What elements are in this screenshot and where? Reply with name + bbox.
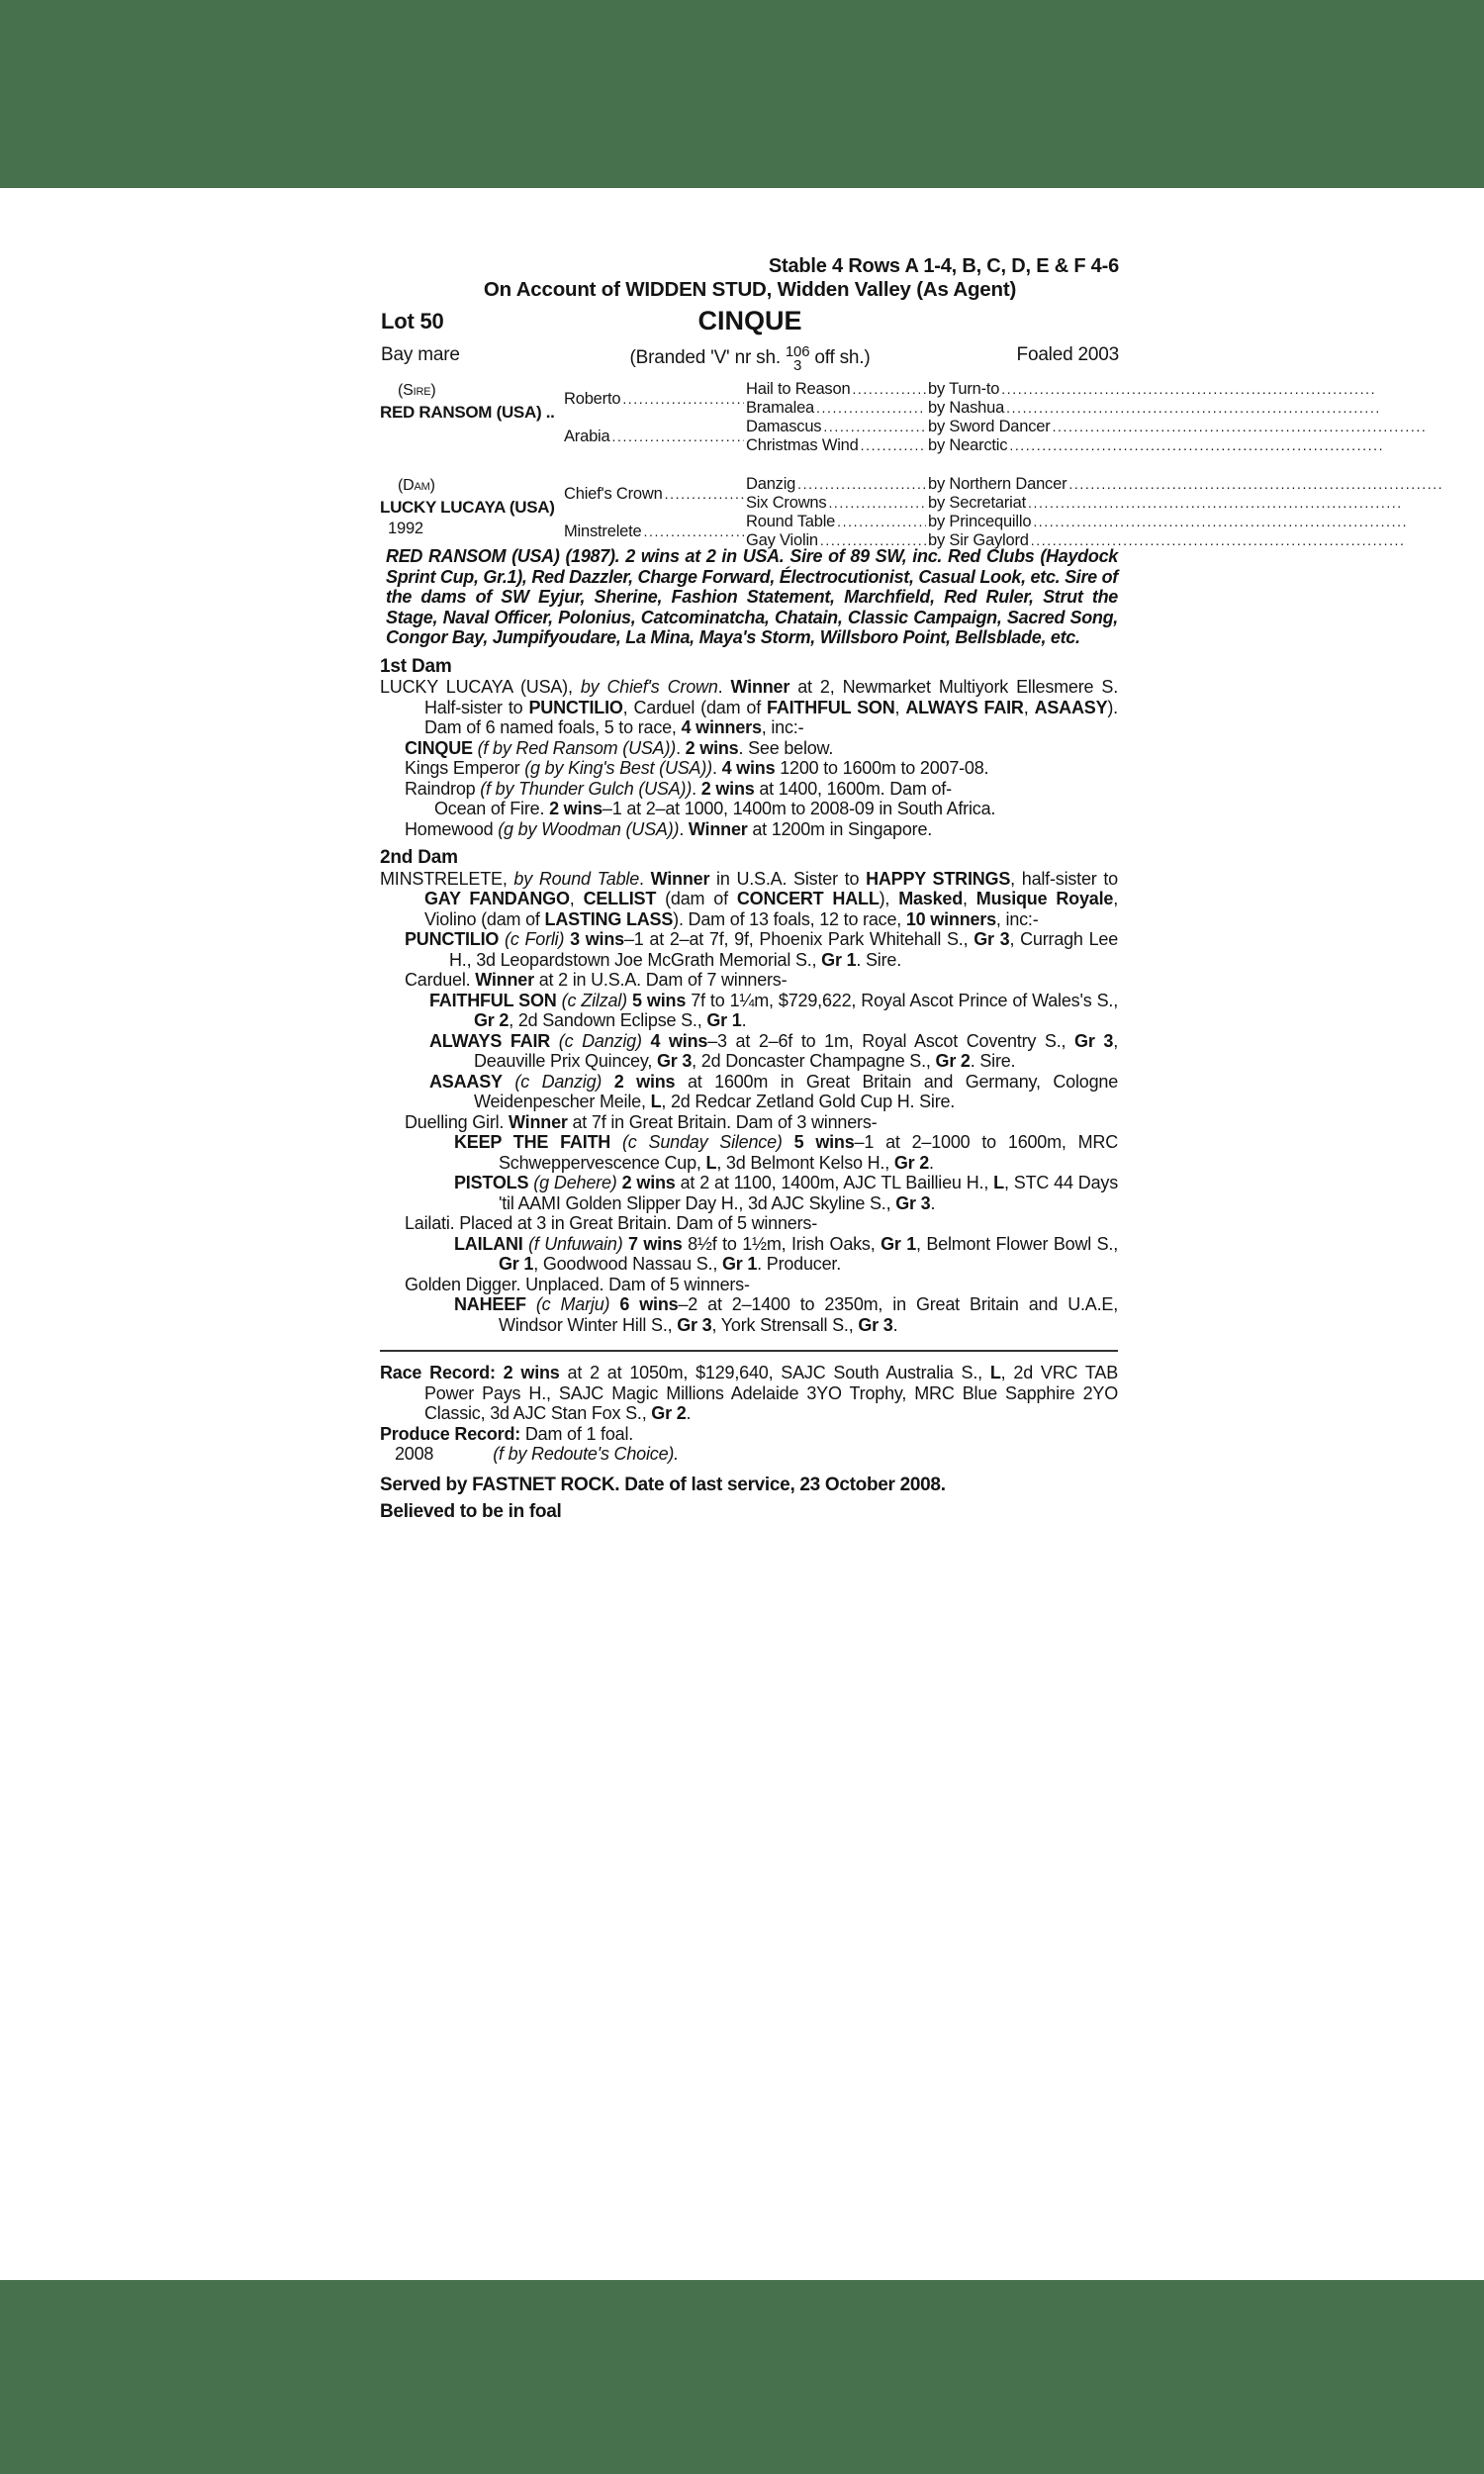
grandparent-name: Six Crowns ..... xyxy=(746,494,928,513)
dot-leader xyxy=(1053,418,1428,436)
brand-text-post: off sh.) xyxy=(814,347,871,369)
grandparent-row xyxy=(746,436,1429,455)
grandparent-sire-line: by Secretariat ..... xyxy=(928,494,1445,513)
parent-name: Arabia ..... xyxy=(564,418,746,455)
pedigree-entry: Carduel. Winner at 2 in U.S.A. Dam of 7 winners- xyxy=(405,970,788,990)
grandparent-row xyxy=(746,494,1445,513)
grandparent-name: Damascus ..... xyxy=(746,418,928,436)
brand-number-fraction xyxy=(786,345,809,373)
pedigree-entry: ALWAYS FAIR (c Danzig) 4 wins–3 at 2–6f to 1m, Royal Ascot Coventry S., Gr 3, Deauville Prix Quincey, Gr 3, 2d Doncaster Champagne S., Gr 2. Sire. xyxy=(429,1030,1118,1071)
dot-leader xyxy=(1009,436,1427,455)
parents-column xyxy=(564,475,746,550)
catalog-text-body xyxy=(380,546,1118,1523)
dot-leader xyxy=(816,399,926,418)
pedigree-entry: Race Record: 2 wins at 2 at 1050m, $129,640, SAJC South Australia S., L, 2d VRC TAB Power Pays H., SAJC Magic Millions Adelaide 3YO Trophy, MRC Blue Sapphire 2YO Classic, 3d AJC Stan Fox S., Gr 2. xyxy=(380,1363,1119,1423)
lot-number: Lot 50 xyxy=(381,309,444,333)
dot-leader xyxy=(828,494,926,513)
grandparents-column xyxy=(746,475,1445,550)
dam-foaling-year: 1992 xyxy=(388,520,423,537)
dot-leader xyxy=(797,475,926,494)
pedigree-entry: KEEP THE FAITH (c Sunday Silence) 5 wins–1 at 2–1000 to 1600m, MRC Schweppervescence Cup, L, 3d Belmont Kelso H., Gr 2. xyxy=(454,1132,1119,1173)
grandparent-name: Gay Violin ..... xyxy=(746,531,928,550)
dot-leader xyxy=(823,418,926,436)
dot-leader xyxy=(861,436,926,455)
top-green-band xyxy=(0,0,1484,188)
brand-numerator: 106 xyxy=(785,343,810,360)
grandparent-name: Danzig ..... xyxy=(746,475,928,494)
pedigree-entry: PUNCTILIO (c Forli) 3 wins–1 at 2–at 7f, 9f, Phoenix Park Whitehall S., Gr 3, Curragh Lee H., 3d Leopardstown Joe McGrath Memorial S., Gr 1. Sire. xyxy=(405,929,1119,970)
grandparent-row xyxy=(746,418,1429,436)
grandparent-row xyxy=(746,399,1429,418)
sire-summary-paragraph: RED RANSOM (USA) (1987). 2 wins at 2 in USA. Sire of 89 SW, inc. Red Clubs (Haydock Sprint Cup, Gr.1), Red Dazzler, Charge Forward, Électrocutionist, Casual Look, etc. Sire of the dams of SW Eyjur, Sherine, Fashion Statement, Marchfield, Red Ruler, Strut the Stage, Naval Officer, Polonius, Catcominatcha, Chatain, Classic Campaign, Sacred Song, Congor Bay, Jumpifyoudare, La Mina, Maya's Storm, Willsboro Point, Bellsblade, etc. xyxy=(386,546,1118,647)
believed-in-foal-line: Believed to be in foal xyxy=(380,1501,562,1522)
grandparent-row xyxy=(746,380,1429,399)
grandparent-name: Bramalea ..... xyxy=(746,399,928,418)
second-dam-entries xyxy=(380,869,1118,1336)
dot-leader xyxy=(612,428,745,446)
produce-year-row xyxy=(380,1444,1118,1465)
sex-description: Bay mare xyxy=(381,344,460,365)
dot-leader xyxy=(1068,475,1443,494)
first-dam-entries xyxy=(380,677,1118,839)
pedigree-entry: Duelling Girl. Winner at 7f in Great Britain. Dam of 3 winners- xyxy=(405,1111,878,1132)
dam-label: (Dam) xyxy=(398,477,435,494)
grandparent-row xyxy=(746,475,1445,494)
dot-leader xyxy=(1033,513,1443,531)
dot-leader xyxy=(852,380,926,399)
vendor-account-line: On Account of WIDDEN STUD, Widden Valley (As Agent) xyxy=(483,278,1017,301)
parent-name: Chief's Crown ..... xyxy=(564,475,746,513)
divider-rule xyxy=(380,1350,1118,1352)
pedigree-entry: Kings Emperor (g by King's Best (USA)). 4 wins 1200 to 1600m to 2007-08. xyxy=(405,758,989,778)
brand-text-mid: nr sh. xyxy=(734,347,781,369)
served-by-line: Served by FASTNET ROCK. Date of last service, 23 October 2008. xyxy=(380,1474,946,1495)
foaled-year: Foaled 2003 xyxy=(1016,344,1119,365)
dot-leader xyxy=(622,390,744,409)
pedigree-entry: ASAASY (c Danzig) 2 wins at 1600m in Great Britain and Germany, Cologne Weidenpescher Meile, L, 2d Redcar Zetland Gold Cup H. Sire. xyxy=(429,1071,1119,1111)
dam-name: LUCKY LUCAYA (USA) xyxy=(380,498,555,517)
grandparent-name: Christmas Wind ..... xyxy=(746,436,928,455)
grandparent-sire-line: by Sword Dancer ..... xyxy=(928,418,1429,436)
pedigree-entry: Ocean of Fire. 2 wins–1 at 2–at 1000, 1400m to 2008-09 in South Africa. xyxy=(434,799,996,818)
pedigree-entry: NAHEEF (c Marju) 6 wins–2 at 2–1400 to 2350m, in Great Britain and U.A.E, Windsor Winter Hill S., Gr 3, York Strensall S., Gr 3. xyxy=(454,1294,1119,1335)
dot-leader xyxy=(1006,399,1427,418)
brand-line xyxy=(381,344,1119,372)
grandparent-sire-line: by Nashua ..... xyxy=(928,399,1429,418)
parents-column xyxy=(564,380,746,455)
brand-text: (Branded xyxy=(629,347,706,369)
produce-foal-detail: (f by Redoute's Choice). xyxy=(493,1444,679,1464)
grandparent-sire-line: by Princequillo ..... xyxy=(928,513,1445,531)
brand-symbol: 'V' xyxy=(710,347,730,369)
grandparent-name: Hail to Reason ..... xyxy=(746,380,928,399)
grandparent-sire-line: by Turn-to ..... xyxy=(928,380,1429,399)
dot-leader xyxy=(665,485,744,504)
pedigree-table xyxy=(380,380,1118,570)
ancestor-name-column xyxy=(380,380,564,455)
grandparent-sire-line: by Sir Gaylord ..... xyxy=(928,531,1445,550)
race-record-entries xyxy=(380,1363,1118,1444)
pedigree-entry: Homewood (g by Woodman (USA)). Winner at 1200m in Singapore. xyxy=(405,818,933,839)
first-dam-heading: 1st Dam xyxy=(380,655,452,677)
dot-leader xyxy=(644,523,745,541)
second-dam-heading: 2nd Dam xyxy=(380,847,458,868)
lot-row xyxy=(381,301,1119,336)
pedigree-entry: MINSTRELETE, by Round Table. Winner in U.S.A. Sister to HAPPY STRINGS, half-sister to GAY FANDANGO, CELLIST (dam of CONCERT HALL), Masked, Musique Royale, Violino (dam of LASTING LASS). Dam of 13 foals, 12 to race, 10 winners, inc:- xyxy=(380,868,1118,929)
sire-label: (Sire) xyxy=(398,382,436,399)
grandparents-column xyxy=(746,380,1429,455)
bottom-green-band xyxy=(0,2280,1484,2474)
sire-half xyxy=(380,380,1118,455)
stable-location-line: Stable 4 Rows A 1-4, B, C, D, E & F 4-6 xyxy=(768,255,1119,277)
parent-name: Roberto ..... xyxy=(564,380,746,418)
ancestor-name-column xyxy=(380,475,564,550)
grandparent-sire-line: by Nearctic ..... xyxy=(928,436,1429,455)
grandparent-name: Round Table ..... xyxy=(746,513,928,531)
pedigree-entry: Produce Record: Dam of 1 foal. xyxy=(380,1423,634,1444)
sire-name: RED RANSOM (USA) .. xyxy=(380,403,555,422)
pedigree-entry: PISTOLS (g Dehere) 2 wins at 2 at 1100, 1400m, AJC TL Baillieu H., L, STC 44 Days 'til AAMI Golden Slipper Day H., 3d AJC Skyline S., Gr 3. xyxy=(454,1173,1119,1213)
pedigree-entry: Raindrop (f by Thunder Gulch (USA)). 2 wins at 1400, 1600m. Dam of- xyxy=(405,778,952,799)
grandparent-row xyxy=(746,513,1445,531)
parent-name: Minstrelete ..... xyxy=(564,513,746,550)
dot-leader xyxy=(1001,380,1427,399)
pedigree-entry: CINQUE (f by Red Ransom (USA)). 2 wins. See below. xyxy=(405,737,834,758)
pedigree-entry: Lailati. Placed at 3 in Great Britain. Dam of 5 winners- xyxy=(405,1213,817,1233)
pedigree-entry: Golden Digger. Unplaced. Dam of 5 winners- xyxy=(405,1274,750,1294)
pedigree-entry: LAILANI (f Unfuwain) 7 wins 8½f to 1½m, Irish Oaks, Gr 1, Belmont Flower Bowl S., Gr 1, Goodwood Nassau S., Gr 1. Producer. xyxy=(454,1233,1119,1274)
pedigree-entry: LUCKY LUCAYA (USA), by Chief's Crown. Winner at 2, Newmarket Multiyork Ellesmere S. Half-sister to PUNCTILIO, Carduel (dam of FAITHFUL SON, ALWAYS FAIR, ASAASY). Dam of 6 named foals, 5 to race, 4 winners, inc:- xyxy=(380,677,1119,737)
dot-leader xyxy=(837,513,926,531)
brand-denominator: 3 xyxy=(793,357,802,374)
grandparent-sire-line: by Northern Dancer ..... xyxy=(928,475,1445,494)
horse-name: CINQUE xyxy=(697,306,802,335)
dot-leader xyxy=(1028,494,1443,513)
dam-half xyxy=(380,475,1118,550)
produce-year: 2008 xyxy=(395,1444,434,1464)
pedigree-entry: FAITHFUL SON (c Zilzal) 5 wins 7f to 1¼m, $729,622, Royal Ascot Prince of Wales's S., Gr 2, 2d Sandown Eclipse S., Gr 1. xyxy=(429,990,1118,1030)
horse-detail-row xyxy=(381,336,1119,382)
